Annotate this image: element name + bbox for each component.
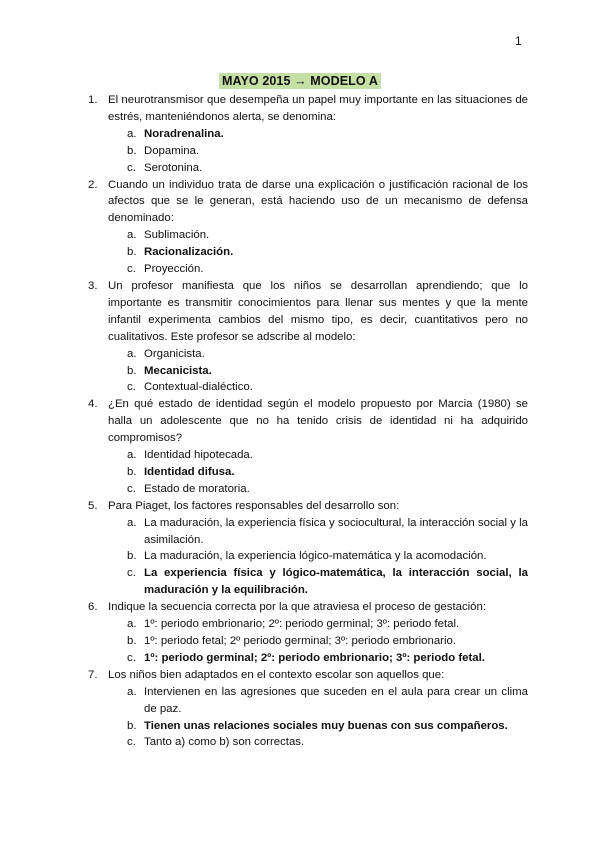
question-item (88, 498, 528, 599)
option-letter: c. (127, 651, 136, 664)
question-item (88, 396, 528, 497)
option-list (108, 126, 528, 177)
option-item (108, 684, 528, 718)
option-text: Intervienen en las agresiones que suceden en el aula para crear un clima de paz. (144, 685, 528, 715)
question-text: Un profesor manifiesta que los niños se desarrollan aprendiendo; que lo importante es transmitir conocimientos para llenar sus mentes y que la mente infantil experimenta cambios del mismo tipo, es decir, cuantitativos pero no cualitativos. Este profesor se adscribe al modelo: (108, 279, 528, 343)
option-letter: b. (127, 719, 137, 732)
option-text: Noradrenalina. (144, 127, 224, 140)
option-letter: a. (127, 685, 137, 698)
option-item (108, 261, 528, 278)
option-text: Serotonina. (144, 161, 203, 174)
option-letter: b. (127, 465, 137, 478)
option-letter: c. (127, 567, 136, 580)
option-item (108, 143, 528, 160)
option-text: Dopamina. (144, 144, 200, 157)
question-number: 1. (88, 94, 98, 106)
option-letter: b. (127, 550, 137, 563)
option-item (108, 346, 528, 363)
option-letter: c. (127, 482, 136, 495)
option-letter: b. (127, 635, 137, 647)
question-number: 3. (88, 279, 98, 292)
question-item (88, 667, 528, 752)
page-number: 1 (515, 34, 522, 48)
question-item (88, 278, 528, 396)
option-list (108, 616, 528, 667)
question-number: 6. (88, 601, 98, 614)
question-number: 2. (88, 178, 98, 191)
title-wrap (0, 72, 600, 90)
option-letter: c. (127, 263, 136, 276)
option-text: Mecanicista. (144, 364, 212, 377)
option-item (108, 227, 528, 244)
option-item-correct (108, 718, 528, 735)
option-item-correct (108, 363, 528, 380)
option-letter: a. (127, 347, 137, 360)
option-letter: c. (127, 736, 136, 749)
option-text: Contextual-dialéctico. (144, 381, 253, 394)
option-letter: a. (127, 618, 137, 631)
option-item (108, 734, 528, 751)
question-text: Los niños bien adaptados en el contexto escolar son aquellos que: (108, 668, 445, 681)
question-list (88, 92, 528, 751)
option-item (108, 447, 528, 464)
option-text: 1º: periodo embrionario; 2º: periodo germinal; 3º: periodo fetal. (144, 618, 460, 631)
option-item-correct (108, 464, 528, 481)
option-list (108, 515, 528, 600)
option-item-correct (108, 126, 528, 143)
question-text: Indique la secuencia correcta por la que atraviesa el proceso de gestación: (108, 601, 487, 614)
question-number: 4. (88, 398, 98, 411)
option-text: Identidad difusa. (144, 465, 235, 478)
option-item (108, 481, 528, 498)
option-text: 1º: periodo fetal; 2º periodo germinal; 3º: periodo embrionario. (144, 635, 456, 647)
option-item (108, 515, 528, 549)
option-text: Identidad hipotecada. (144, 449, 253, 462)
option-text: Estado de moratoria. (144, 482, 250, 495)
option-text: Organicista. (144, 347, 205, 360)
question-item (88, 599, 528, 667)
option-text: Proyección. (144, 263, 204, 276)
option-text: Tienen unas relaciones sociales muy buenas con sus compañeros. (144, 719, 508, 732)
option-text: La maduración, la experiencia física y sociocultural, la interacción social y la asimilación. (144, 516, 528, 546)
option-item-correct (108, 244, 528, 261)
question-number: 5. (88, 499, 98, 512)
option-list (108, 227, 528, 278)
question-item (88, 92, 528, 177)
option-letter: a. (127, 516, 137, 529)
question-item (88, 177, 528, 278)
option-letter: b. (127, 144, 137, 157)
option-letter: b. (127, 246, 137, 259)
question-number: 7. (88, 668, 98, 681)
option-item (108, 379, 528, 396)
option-item (108, 633, 528, 650)
option-item (108, 160, 528, 177)
option-letter: a. (127, 127, 137, 140)
option-text: La experiencia física y lógico-matemática, la interacción social, la maduración y la equilibración. (144, 567, 528, 597)
option-letter: a. (127, 229, 137, 242)
option-text: Racionalización. (144, 246, 234, 259)
option-text: 1º: periodo germinal; 2º: periodo embrionario; 3º: periodo fetal. (144, 651, 485, 664)
question-text: Para Piaget, los factores responsables del desarrollo son: (108, 499, 400, 512)
question-text: Cuando un individuo trata de darse una explicación o justificación racional de los afectos que se le generan, está haciendo uso de un mecanismo de defensa denominado: (108, 178, 528, 225)
option-item (108, 548, 528, 565)
option-list (108, 684, 528, 752)
option-letter: c. (127, 381, 136, 394)
option-text: Tanto a) como b) son correctas. (144, 736, 305, 749)
option-item (108, 616, 528, 633)
option-item-correct (108, 650, 528, 667)
option-text: Sublimación. (144, 229, 210, 242)
option-list (108, 346, 528, 397)
page-title: MAYO 2015 → MODELO A (219, 73, 381, 89)
option-letter: b. (127, 364, 137, 377)
option-list (108, 447, 528, 498)
option-text: La maduración, la experiencia lógico-matemática y la acomodación. (144, 550, 487, 563)
question-text: ¿En qué estado de identidad según el modelo propuesto por Marcia (1980) se halla un adolescente que no ha tenido crisis de identidad ni ha adquirido compromisos? (108, 398, 528, 445)
option-letter: c. (127, 161, 136, 174)
question-text: El neurotransmisor que desempeña un papel muy importante en las situaciones de estrés, manteniéndonos alerta, se denomina: (108, 94, 528, 123)
option-item-correct (108, 565, 528, 599)
option-letter: a. (127, 449, 137, 462)
